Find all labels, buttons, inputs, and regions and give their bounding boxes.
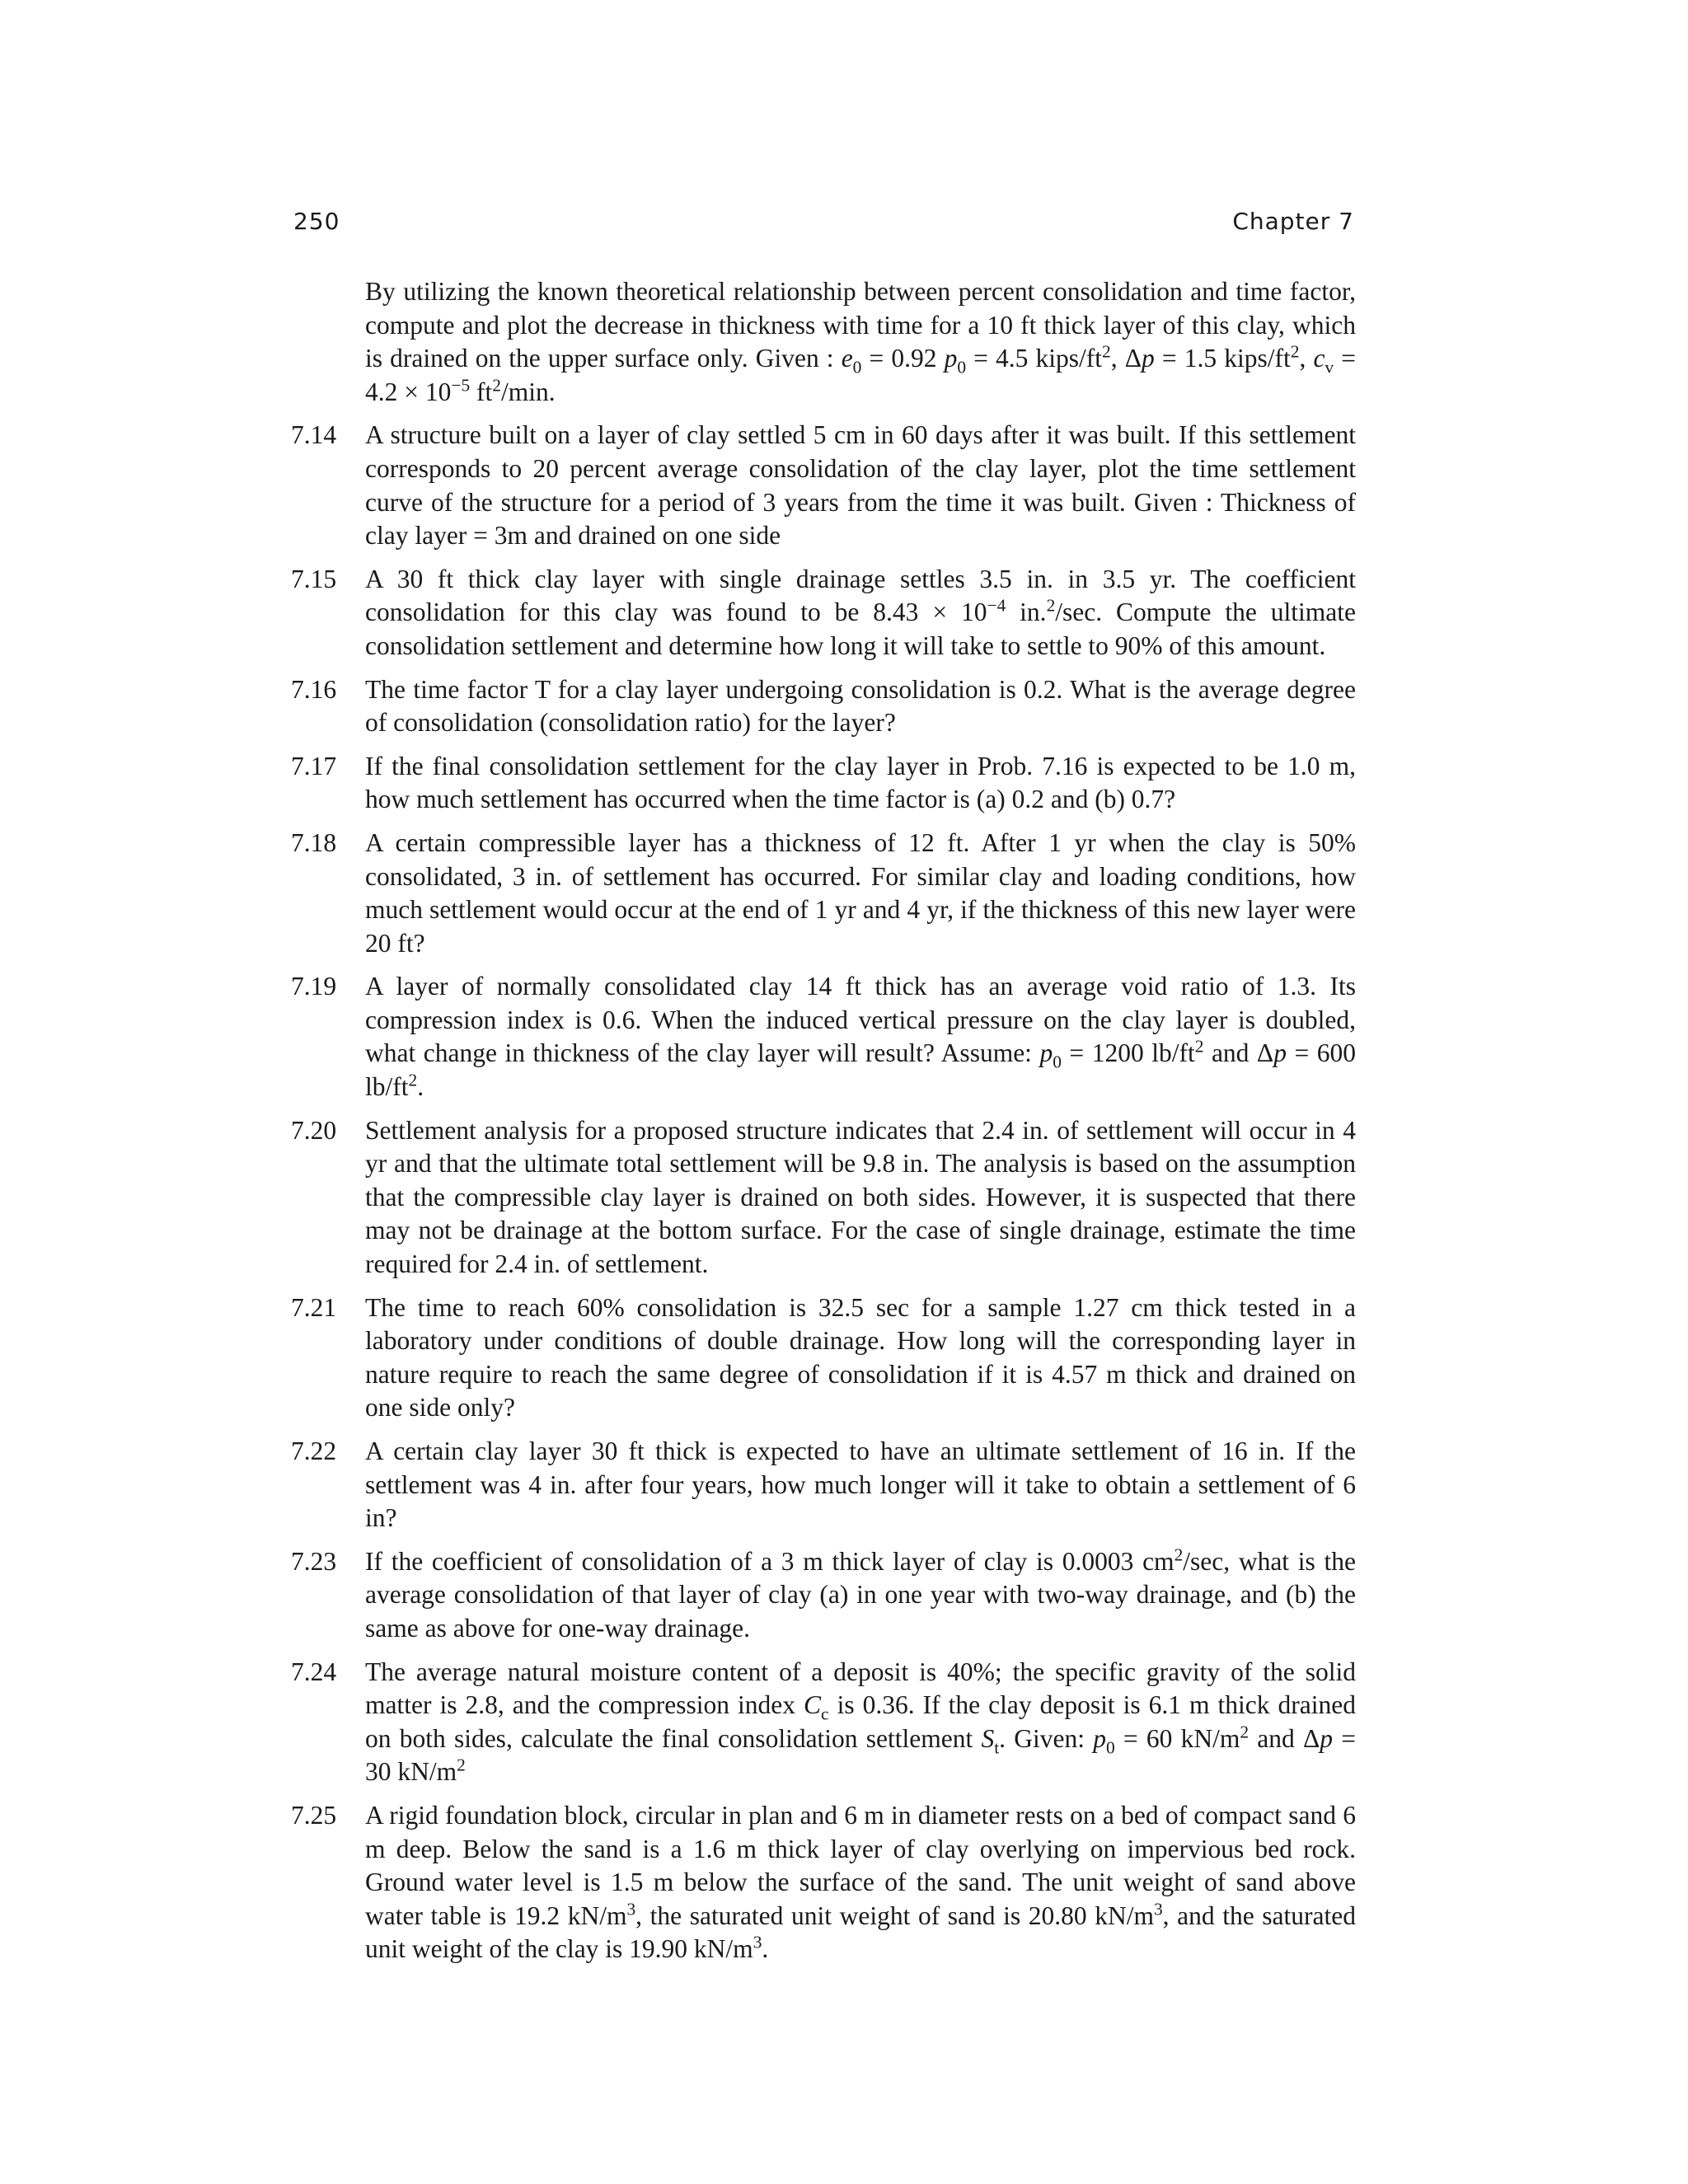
text-run: The average natural moisture content of a deposit is 40%; the specific gravity of the solid matter is 2.8, and the compression index bbox=[365, 1657, 1356, 1720]
text-run: , the saturated unit weight of sand is 20.80 kN/m bbox=[635, 1900, 1154, 1930]
page-number: 250 bbox=[293, 208, 340, 235]
subscript: 0 bbox=[957, 357, 967, 377]
text-run: = 1200 lb/ft bbox=[1061, 1038, 1195, 1068]
superscript: 2 bbox=[1102, 341, 1111, 362]
text-run: = 4.5 kips/ft bbox=[966, 344, 1103, 373]
subscript: c bbox=[821, 1704, 829, 1724]
text-run: A 30 ft thick clay layer with single drainage settles 3.5 in. in 3.5 yr. The coefficient consolidation for this clay was found to be 8.43 × 10 bbox=[365, 564, 1356, 627]
subscript: t bbox=[994, 1737, 1000, 1758]
text-run: ft bbox=[470, 377, 493, 406]
problem-text bbox=[365, 1656, 1356, 1789]
superscript: 2 bbox=[1174, 1544, 1184, 1565]
problem-number: 7.19 bbox=[291, 972, 337, 1001]
text-run: /sec, what is the average consolidation of that layer of clay (a) in one year with two-way drainage, and (b) the same as above for one-way drainage. bbox=[365, 1546, 1356, 1643]
text-run: /min. bbox=[501, 377, 556, 406]
problem-number: 7.15 bbox=[291, 564, 337, 593]
superscript: 2 bbox=[1290, 341, 1300, 362]
problem-text bbox=[365, 1545, 1356, 1646]
problem-7-20 bbox=[288, 1114, 1356, 1282]
problem-7-19 bbox=[288, 970, 1356, 1104]
text-run: and Δ bbox=[1249, 1723, 1320, 1753]
problem-7-24 bbox=[288, 1656, 1356, 1789]
problem-text: The time to reach 60% consolidation is 32.5 sec for a sample 1.27 cm thick tested in a laboratory under conditions of double drainage. How long will the corresponding layer in nature require to reach the same degree of consolidation if it is 4.57 m thick and drained on one side only? bbox=[365, 1292, 1356, 1422]
problem-7-13-continuation bbox=[365, 275, 1356, 409]
superscript: 2 bbox=[492, 375, 501, 396]
variable-p: p bbox=[1093, 1723, 1106, 1753]
superscript: 3 bbox=[626, 1899, 636, 1919]
superscript: 3 bbox=[1153, 1899, 1163, 1919]
variable-p: p bbox=[1039, 1038, 1053, 1068]
problem-number: 7.25 bbox=[291, 1800, 337, 1830]
variable-e: e bbox=[841, 344, 853, 373]
text-run: in. bbox=[1006, 598, 1047, 627]
text-run: If the coefficient of consolidation of a 3 m thick layer of clay is 0.0003 cm bbox=[365, 1546, 1175, 1576]
superscript: 3 bbox=[753, 1932, 762, 1952]
problem-number: 7.23 bbox=[291, 1546, 337, 1576]
problem-number: 7.22 bbox=[291, 1436, 337, 1465]
text-run: is 0.36. If the clay deposit is 6.1 m thick drained on both sides, calculate the final consolidation settlement bbox=[365, 1690, 1356, 1753]
problem-number: 7.24 bbox=[291, 1657, 337, 1686]
problem-7-25 bbox=[288, 1799, 1356, 1966]
variable-p: p bbox=[1142, 344, 1155, 373]
text-run: = 1.5 kips/ft bbox=[1154, 344, 1291, 373]
superscript: 2 bbox=[1240, 1722, 1250, 1742]
problem-7-22 bbox=[288, 1435, 1356, 1535]
variable-s: S bbox=[981, 1723, 995, 1753]
problem-number: 7.17 bbox=[291, 751, 337, 780]
problem-number: 7.20 bbox=[291, 1115, 337, 1145]
text-run: = 30 kN/m bbox=[365, 1723, 1357, 1787]
problem-number: 7.18 bbox=[291, 827, 337, 857]
problem-text: Settlement analysis for a proposed structure indicates that 2.4 in. of settlement will occur in 4 yr and that the ultimate total settlement will be 9.8 in. The analysis is based on the assumption that the compressible clay layer is drained on both sides. However, it is suspected that there may not be drainage at the bottom surface. For the case of single drainage, estimate the time required for 2.4 in. of settlement. bbox=[365, 1115, 1356, 1279]
problem-text: A structure built on a layer of clay settled 5 cm in 60 days after it was built. If this settlement corresponds to 20 percent average consolidation of the clay layer, plot the time settlement curve of the structure for a period of 3 years from the time it was built. Given : Thickness of clay layer = 3m and drained on one side bbox=[365, 420, 1356, 551]
superscript: 2 bbox=[408, 1070, 418, 1090]
variable-c: c bbox=[1313, 344, 1325, 373]
problem-text bbox=[365, 563, 1356, 663]
problem-number: 7.21 bbox=[291, 1292, 337, 1322]
text-run: . Given: bbox=[999, 1723, 1094, 1753]
text-run: = 600 lb/ft bbox=[365, 1038, 1356, 1102]
chapter-heading: Chapter 7 bbox=[1232, 208, 1354, 235]
text-run: By utilizing the known theoretical relationship between percent consolidation and time factor, compute and plot the decrease in thickness with time for a 10 ft thick layer of this clay, which is drained on the upper surface only. Given : bbox=[365, 277, 1356, 373]
problem-7-18 bbox=[288, 827, 1356, 960]
variable-c: C bbox=[804, 1690, 822, 1720]
problem-text bbox=[365, 1799, 1356, 1966]
problem-7-15 bbox=[288, 563, 1356, 663]
text-run: /sec. Compute the ultimate consolidation settlement and determine how long it will take to settle to 90% of this amount. bbox=[365, 598, 1356, 660]
problem-text: The time factor T for a clay layer undergoing consolidation is 0.2. What is the average degree of consolidation (consolidation ratio) for the layer? bbox=[365, 674, 1356, 738]
variable-p: p bbox=[1273, 1038, 1287, 1068]
text-run: . bbox=[417, 1072, 424, 1102]
problem-text: A certain compressible layer has a thickness of 12 ft. After 1 yr when the clay is 50% consolidated, 3 in. of settlement has occurred. For similar clay and loading conditions, how much settlement would occur at the end of 1 yr and 4 yr, if the thickness of this new layer were 20 ft? bbox=[365, 827, 1356, 958]
problem-7-21 bbox=[288, 1291, 1356, 1425]
text-run: A rigid foundation block, circular in plan and 6 m in diameter rests on a bed of compact sand 6 m deep. Below the sand is a 1.6 m thick layer of clay overlying on impervious bed rock. Ground water level is 1.5 m below the surface of the sand. The unit weight of sand above water table is 19.2 kN/m bbox=[365, 1800, 1356, 1930]
superscript: −5 bbox=[451, 375, 471, 396]
subscript: 0 bbox=[1053, 1052, 1062, 1072]
problem-7-17 bbox=[288, 750, 1356, 817]
text-run: and Δ bbox=[1203, 1038, 1274, 1068]
variable-p: p bbox=[944, 344, 958, 373]
subscript: 0 bbox=[852, 357, 862, 377]
problem-text: If the final consolidation settlement for the clay layer in Prob. 7.16 is expected to be 1.0 m, how much settlement has occurred when the time factor is (a) 0.2 and (b) 0.7? bbox=[365, 751, 1356, 814]
text-run: , and the saturated unit weight of the clay is 19.90 kN/m bbox=[365, 1900, 1356, 1964]
text-run: = 0.92 bbox=[861, 344, 945, 373]
subscript: v bbox=[1325, 357, 1334, 377]
text-run: . bbox=[762, 1934, 769, 1964]
superscript: −4 bbox=[987, 595, 1006, 616]
variable-p: p bbox=[1320, 1723, 1334, 1753]
text-run: , Δ bbox=[1110, 344, 1142, 373]
problem-number: 7.14 bbox=[291, 420, 337, 450]
problem-list bbox=[288, 275, 1356, 1966]
superscript: 2 bbox=[457, 1755, 466, 1775]
problem-7-16 bbox=[288, 673, 1356, 740]
text-run: = 60 kN/m bbox=[1114, 1723, 1240, 1753]
problem-text: A certain clay layer 30 ft thick is expected to have an ultimate settlement of 16 in. If the settlement was 4 in. after four years, how much longer will it take to obtain a settlement of 6 in? bbox=[365, 1436, 1356, 1533]
text-run: = 4.2 × 10 bbox=[365, 344, 1357, 406]
text-run: A layer of normally consolidated clay 14 ft thick has an average void ratio of 1.3. Its compression index is 0.6. When the induced vertical pressure on the clay layer is doubled, what change in thickness of the clay layer will result? Assume: bbox=[365, 972, 1356, 1068]
problem-7-23 bbox=[288, 1545, 1356, 1646]
subscript: 0 bbox=[1105, 1737, 1115, 1758]
superscript: 2 bbox=[1046, 595, 1056, 616]
superscript: 2 bbox=[1194, 1036, 1204, 1057]
text-run: , bbox=[1299, 344, 1314, 373]
problem-number: 7.16 bbox=[291, 674, 337, 704]
problem-text bbox=[365, 970, 1356, 1104]
problem-7-14 bbox=[288, 419, 1356, 552]
